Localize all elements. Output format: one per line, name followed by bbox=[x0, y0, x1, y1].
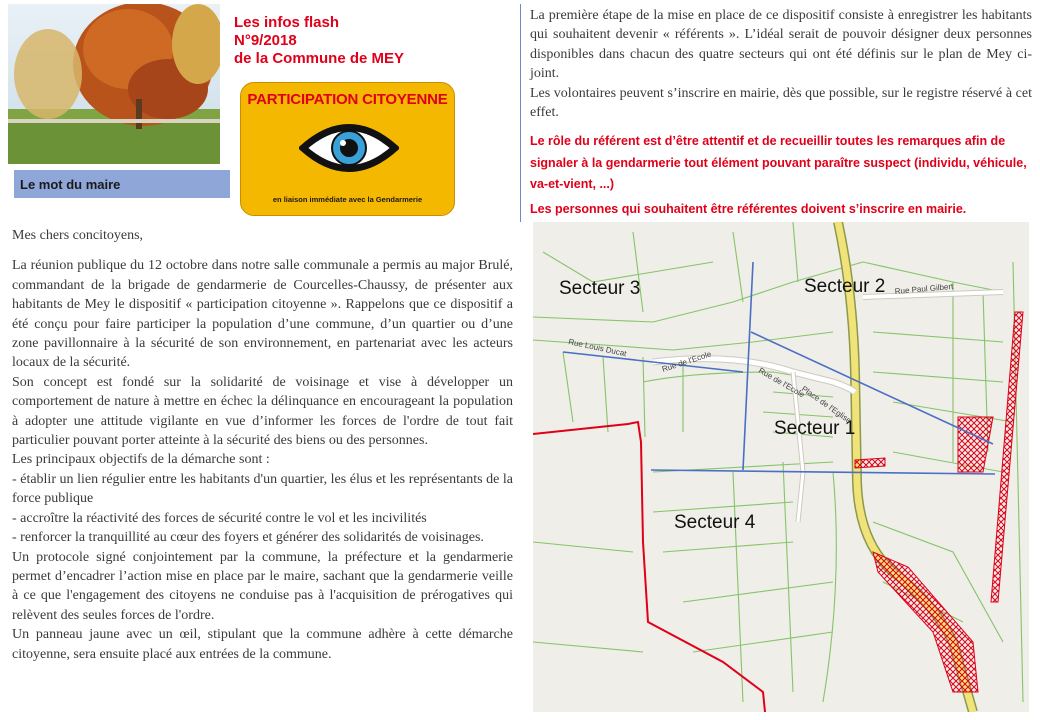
street-label-place-eglise: Place de l'Eglise bbox=[799, 384, 853, 426]
bullet-1: - établir un lien régulier entre les habitants d'un quartier, les élus et les représentants de la force publique bbox=[12, 471, 513, 507]
street-label-paul-gilbert: Rue Paul Gilbert bbox=[894, 281, 954, 296]
paragraph-5: Un panneau jaune avec un œil, stipulant que la commune adhère à cette démarche citoyenne, sera ensuite placé aux entrées de la commune. bbox=[12, 627, 513, 662]
sector-map bbox=[533, 222, 1029, 712]
village-photo bbox=[8, 4, 220, 164]
salutation: Mes chers concitoyens, bbox=[12, 228, 144, 243]
right-paragraph-2: Les volontaires peuvent s’inscrire en mairie, dès que possible, sur le registre réservé à cet effet. bbox=[530, 85, 1032, 121]
participation-badge bbox=[240, 82, 455, 216]
badge-subtitle: en liaison immédiate avec la Gendarmerie bbox=[272, 195, 423, 204]
header-line-3: de la Commune de MEY bbox=[234, 50, 405, 67]
column-divider bbox=[520, 4, 521, 222]
badge-title: PARTICIPATION CITOYENNE bbox=[247, 91, 448, 108]
header-line-2: N°9/2018 bbox=[234, 32, 297, 49]
paragraph-4: Un protocole signé conjointement par la commune, la préfecture et la gendarmerie permet d’encadrer l’action mise en place par le maire, sachant que la gendarmerie veille à ce que l'engagement des citoyens ne conduise pas à l'acquisition de prérogatives qui relèvent des seules forces de l'ordre. bbox=[12, 549, 513, 623]
paragraph-1: La réunion publique du 12 octobre dans notre salle communale a permis au major Brulé, commandant de la brigade de gendarmerie de Courcelles-Chaussy, de présenter aux habitants de Mey le dispositif « participation citoyenne ». Rappelons que ce dispositif a été conçu pour faire participer la population d’une commune, d’un quartier ou d’une zone pavillonnaire à la sécurité de son environnement, en partenariat avec les acteurs locaux de la sécurité. bbox=[12, 258, 513, 371]
referent-role-note: Le rôle du référent est d’être attentif et de recueillir toutes les remarques afin de signaler à la gendarmerie tout élément pouvant paraître suspect (individu, véhicule, va-et-vient, ...) bbox=[530, 134, 1027, 191]
registration-note: Les personnes qui souhaitent être référentes doivent s’inscrire en mairie. bbox=[530, 202, 967, 216]
right-paragraph-1: La première étape de la mise en place de ce dispositif consiste à enregistrer les habitants qui souhaitent devenir « référents ». L’idéal serait de pouvoir désigner deux personnes disponibles dans chacun des quatre secteurs qui ont été définis sur le plan de Mey ci-joint. bbox=[530, 8, 1032, 82]
sector-1-label: Secteur 1 bbox=[774, 418, 856, 439]
sector-2-label: Secteur 2 bbox=[804, 276, 886, 297]
right-column-text bbox=[530, 6, 1032, 122]
bullet-3: - renforcer la tranquillité au cœur des foyers et générer des solidarités de voisinages. bbox=[12, 530, 484, 546]
sector-4-label: Secteur 4 bbox=[674, 512, 756, 533]
section-label-mot-du-maire: Le mot du maire bbox=[14, 170, 230, 198]
street-label-louis-ducat: Rue Louis Ducat bbox=[567, 337, 628, 359]
paragraph-3: Les principaux objectifs de la démarche sont : bbox=[12, 452, 270, 468]
street-label-ecole-2: Rue de l'Ecole bbox=[757, 365, 806, 400]
newsletter-header bbox=[234, 14, 474, 68]
bullet-2: - accroître la réactivité des forces de sécurité contre le vol et les incivilités bbox=[12, 510, 427, 526]
mayor-letter bbox=[12, 226, 513, 664]
paragraph-2: Son concept est fondé sur la solidarité de voisinage et vise à développer un comportement de nature à mettre en échec la délinquance en encourageant la population à adopter une attitude vigilante en vue d’informer les forces de l'ordre de tout fait particulier pouvant porter atteinte à la sécurité des biens ou des personnes. bbox=[12, 374, 513, 449]
sector-3-label: Secteur 3 bbox=[559, 278, 641, 299]
street-label-ecole-1: Rue de l'Ecole bbox=[660, 349, 713, 374]
header-line-1: Les infos flash bbox=[234, 14, 340, 31]
eye-icon bbox=[299, 117, 399, 179]
